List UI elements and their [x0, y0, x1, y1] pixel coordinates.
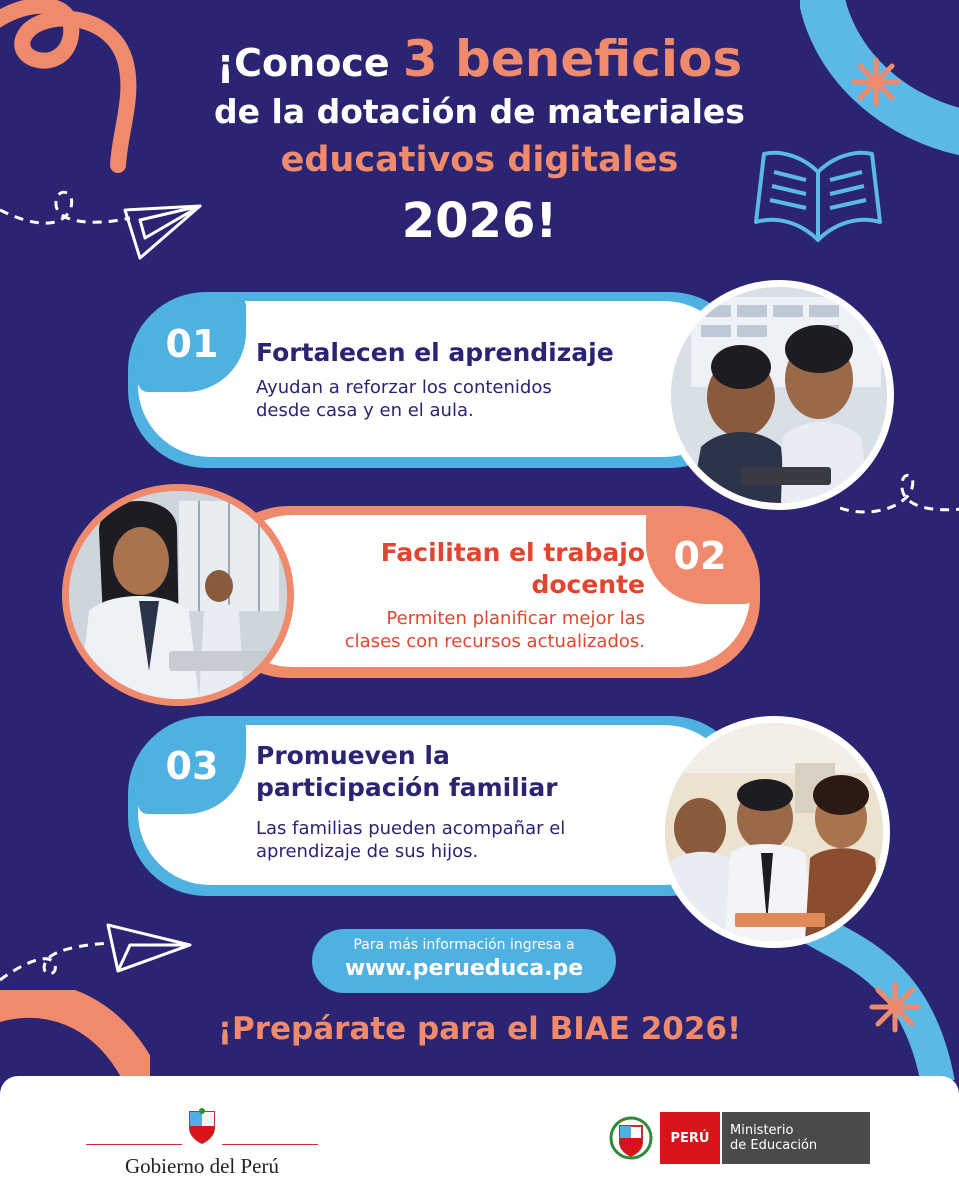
- benefit-title-3-line1: Promueven la: [256, 741, 450, 770]
- headline-highlight: 3 beneficios: [402, 30, 743, 88]
- headline-line-3: educativos digitales: [280, 140, 679, 180]
- benefit-desc-3-line1: Las familias pueden acompañar el: [256, 818, 566, 839]
- benefit-number-2: 02: [646, 508, 754, 604]
- divider-line: [86, 1144, 182, 1145]
- benefit-title-1: Fortalecen el aprendizaje: [256, 338, 614, 367]
- peru-label: PERÚ: [660, 1112, 720, 1164]
- ministry-name: [722, 1112, 870, 1164]
- footer: [0, 1076, 959, 1200]
- students-tablet-photo: [664, 280, 894, 510]
- headline-line-2: de la dotación de materiales: [214, 92, 745, 131]
- benefit-desc-2-line1: Permiten planificar mejor las: [386, 608, 645, 629]
- benefit-title-2-line2: docente: [531, 570, 645, 599]
- more-info-text: Para más información ingresa a: [353, 937, 575, 953]
- national-shield-icon: [608, 1114, 654, 1162]
- benefit-desc-1-line2: desde casa y en el aula.: [256, 400, 474, 421]
- ministry-logo: [608, 1112, 870, 1164]
- benefit-desc-3-line2: aprendizaje de sus hijos.: [256, 841, 479, 862]
- benefit-desc-1-line1: Ayudan a reforzar los contenidos: [256, 377, 552, 398]
- more-info-link[interactable]: [312, 929, 616, 993]
- benefit-title-2-line1: Facilitan el trabajo: [380, 538, 645, 567]
- headline-line-1: [0, 30, 959, 88]
- benefit-number-3: 03: [138, 718, 246, 814]
- benefit-title-3-line2: participación familiar: [256, 773, 558, 802]
- headline-prefix: ¡Conoce: [216, 41, 390, 85]
- ministry-name-line1: Ministerio: [730, 1123, 794, 1138]
- government-logo: [86, 1108, 318, 1178]
- paper-plane-icon: [0, 905, 200, 995]
- government-name: Gobierno del Perú: [125, 1154, 279, 1178]
- slogan: ¡Prepárate para el BIAE 2026!: [217, 1011, 742, 1047]
- coat-of-arms-icon: [186, 1108, 218, 1144]
- divider-line: [222, 1144, 318, 1145]
- family-study-photo: [658, 716, 890, 948]
- benefit-number-1: 01: [138, 296, 246, 392]
- website-url[interactable]: www.perueduca.pe: [344, 956, 584, 981]
- ministry-name-line2: de Educación: [730, 1138, 818, 1153]
- student-computer-photo: [62, 484, 294, 706]
- benefit-desc-2-line2: clases con recursos actualizados.: [344, 631, 645, 652]
- headline-year: 2026!: [401, 193, 558, 249]
